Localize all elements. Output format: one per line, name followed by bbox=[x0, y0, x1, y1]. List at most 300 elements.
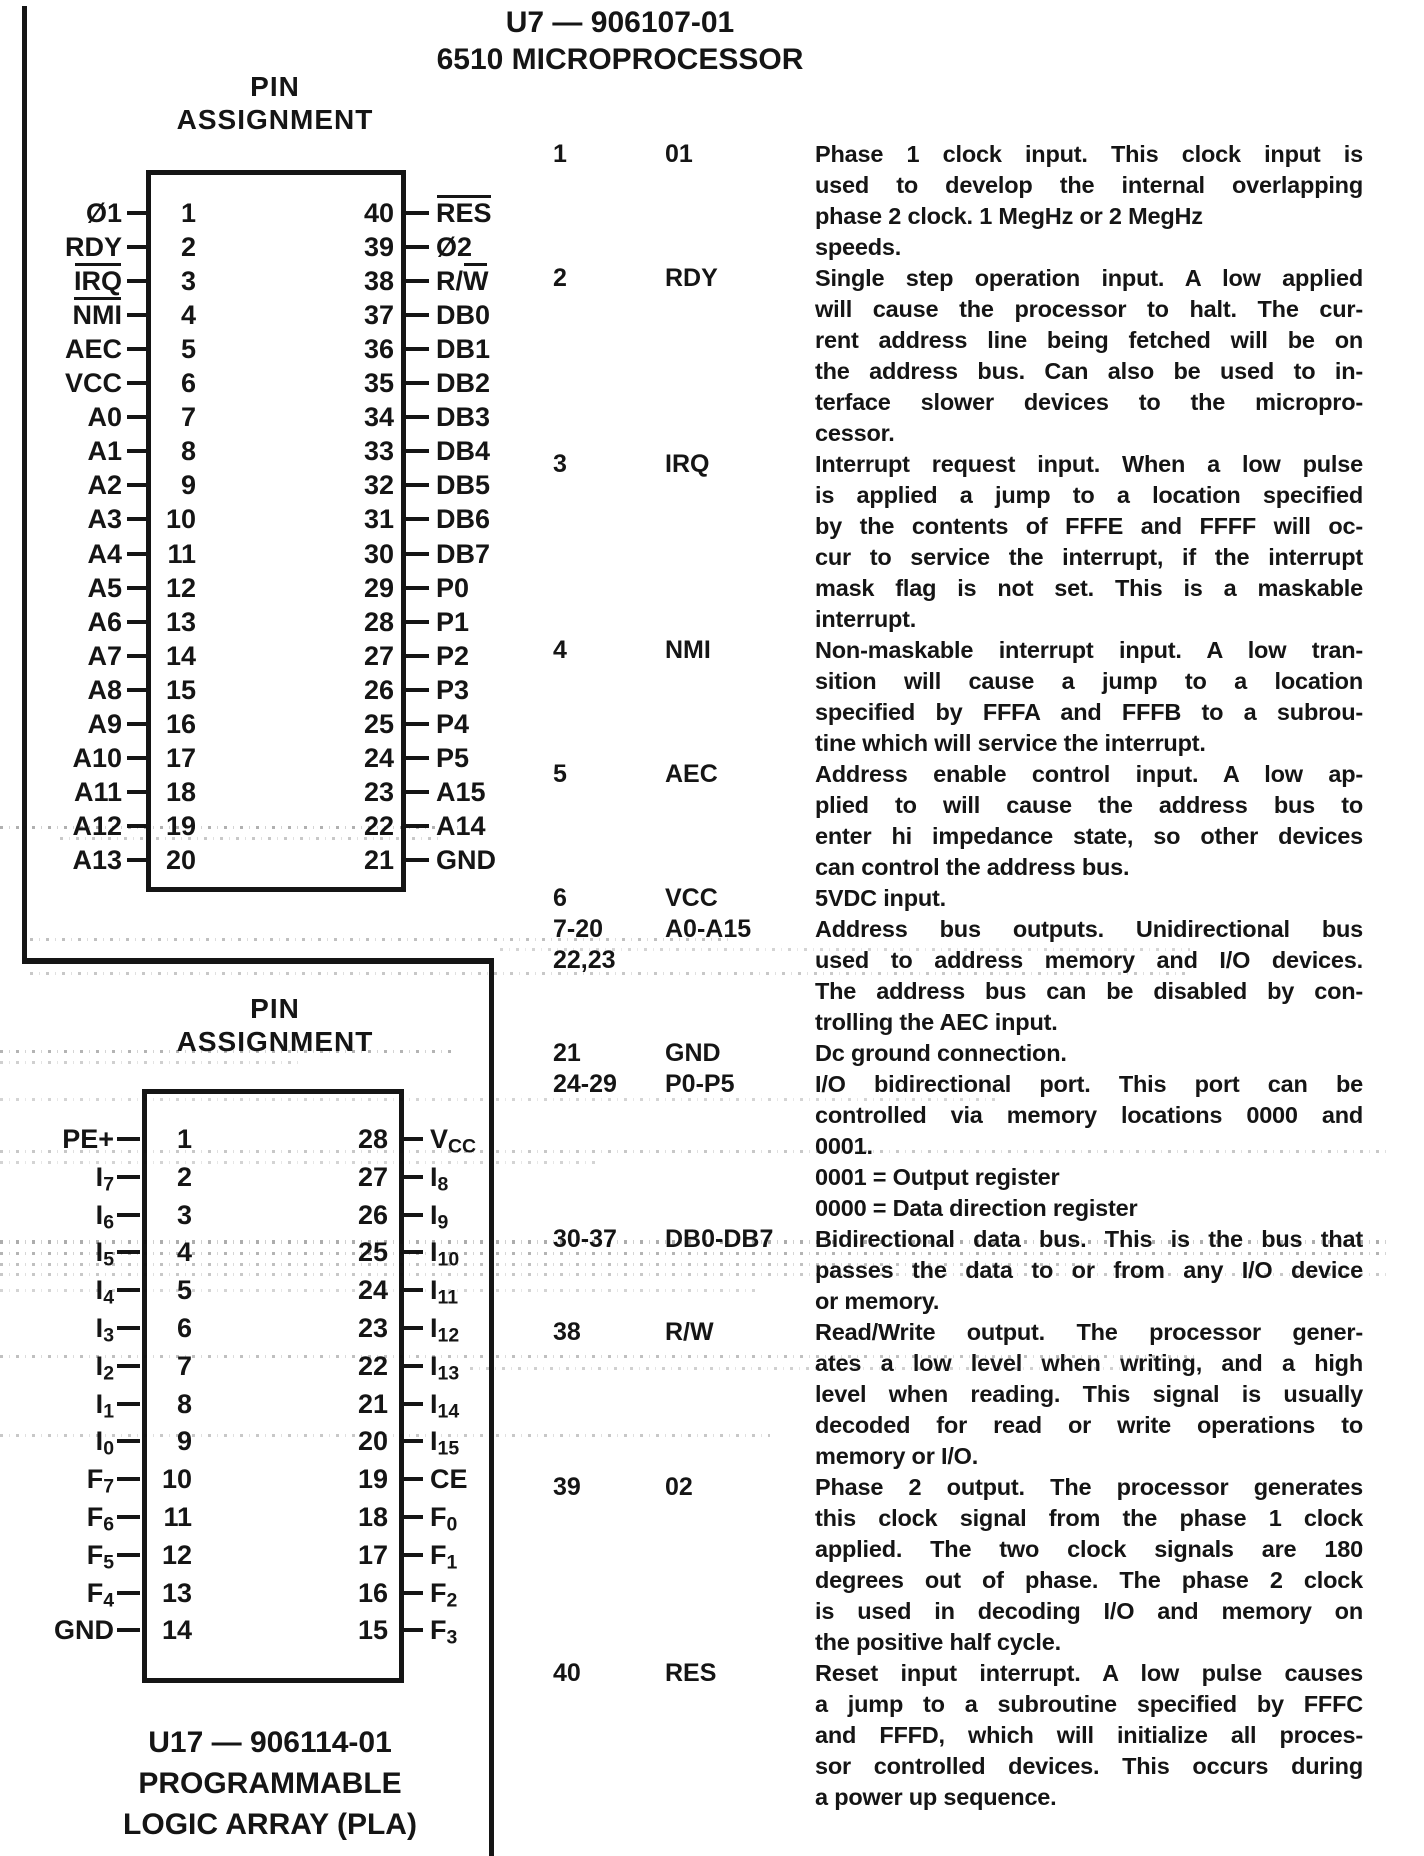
description-line: Address bus outputs. Unidirectional bus bbox=[815, 916, 1363, 942]
description-line: a power up sequence. bbox=[815, 1784, 1057, 1810]
pin-number: 34 bbox=[363, 402, 394, 432]
description-line: level when reading. This signal is usually bbox=[815, 1381, 1363, 1407]
subscript: 6 bbox=[103, 1513, 114, 1536]
pin-label: I9 bbox=[430, 1200, 449, 1234]
pin-number: 18 bbox=[165, 777, 196, 807]
signal-name-cell: DB0-DB7 bbox=[665, 1225, 774, 1253]
pin-stub bbox=[127, 415, 148, 419]
pin-number: 14 bbox=[165, 641, 196, 671]
pin-stub bbox=[117, 1364, 140, 1368]
description-line: 5VDC input. bbox=[815, 885, 946, 911]
pin-label: F4 bbox=[86, 1578, 114, 1612]
pin-label: A8 bbox=[87, 675, 122, 705]
pin-stub bbox=[117, 1326, 140, 1330]
pin-stub bbox=[399, 1137, 423, 1141]
overline-bar: W bbox=[463, 266, 489, 296]
pin-number: 35 bbox=[363, 368, 394, 398]
pin-label: DB2 bbox=[436, 368, 491, 398]
pin-stub bbox=[127, 347, 148, 351]
signal-name-cell: NMI bbox=[665, 636, 711, 664]
pin-label: A10 bbox=[72, 743, 122, 773]
description-line: sor controlled devices. This occurs during bbox=[815, 1753, 1363, 1779]
description-line: mask flag is not set. This is a maskable bbox=[815, 575, 1363, 601]
pin-number: 8 bbox=[176, 1389, 192, 1419]
signal-name-cell: 02 bbox=[665, 1473, 693, 1501]
pin-number: 10 bbox=[165, 504, 196, 534]
pla-caption bbox=[90, 1722, 450, 1845]
pla-caption-line2: PROGRAMMABLE bbox=[138, 1767, 402, 1800]
subscript: 11 bbox=[437, 1286, 459, 1309]
pin-number: 3 bbox=[180, 266, 196, 296]
pin-stub bbox=[401, 313, 429, 317]
pin-number: 5 bbox=[176, 1275, 192, 1305]
pin-stub bbox=[127, 586, 148, 590]
horizontal-divider bbox=[22, 958, 494, 964]
pin-number: 2 bbox=[180, 232, 196, 262]
pin-number: 27 bbox=[357, 1162, 388, 1192]
scan-noise-band bbox=[0, 1289, 760, 1292]
pin-stub bbox=[399, 1553, 423, 1557]
description-line: applied. The two clock signals are 180 bbox=[815, 1536, 1363, 1562]
pin-label: I2 bbox=[95, 1351, 114, 1385]
description-line: cur to service the interrupt, if the interrupt bbox=[815, 544, 1363, 570]
subscript: 2 bbox=[103, 1362, 114, 1385]
description-line: interrupt. bbox=[815, 606, 917, 632]
pin-numbers-cell: 40 bbox=[553, 1659, 581, 1687]
pin-number: 30 bbox=[363, 539, 394, 569]
pin-stub bbox=[401, 790, 429, 794]
pin-label: R/W bbox=[436, 266, 489, 296]
pin-label: A11 bbox=[73, 777, 122, 807]
pin-stub bbox=[127, 552, 148, 556]
pin-number: 13 bbox=[165, 607, 196, 637]
description-line: a jump to a subroutine specified by FFFC bbox=[815, 1691, 1363, 1717]
pin-label: P3 bbox=[436, 675, 470, 705]
pin-label: F2 bbox=[430, 1578, 458, 1612]
description-line: is used in decoding I/O and memory on bbox=[815, 1598, 1363, 1624]
pin-label: Ø1 bbox=[85, 198, 122, 228]
subscript: 9 bbox=[437, 1211, 449, 1234]
pin-numbers-cell: 38 bbox=[553, 1318, 581, 1346]
pin-label bbox=[436, 196, 492, 230]
scan-noise-band bbox=[0, 1355, 1200, 1358]
scan-noise-band bbox=[0, 1098, 1000, 1101]
pin-number: 10 bbox=[161, 1464, 192, 1494]
description-line: decoded for read or write operations to bbox=[815, 1412, 1363, 1438]
pin-label: CE bbox=[430, 1464, 468, 1494]
subscript: 7 bbox=[103, 1173, 114, 1196]
scan-noise-band bbox=[0, 1434, 770, 1437]
pin-label: A0 bbox=[87, 402, 122, 432]
description-line: 0000 = Data direction register bbox=[815, 1195, 1138, 1221]
pin-stub bbox=[401, 415, 429, 419]
pin-number: 16 bbox=[357, 1578, 388, 1608]
pin-stub bbox=[127, 381, 148, 385]
overline-bar: RES bbox=[436, 198, 492, 228]
pin-stub bbox=[401, 722, 429, 726]
pin-number: 8 bbox=[180, 436, 196, 466]
pin-stub bbox=[399, 1326, 423, 1330]
subscript: 1 bbox=[103, 1400, 114, 1423]
pin-stub bbox=[401, 245, 429, 249]
pin-stub bbox=[127, 858, 148, 862]
pin-label: I12 bbox=[430, 1313, 460, 1347]
pin-number: 25 bbox=[363, 709, 394, 739]
pin-number: 1 bbox=[180, 198, 196, 228]
description-line: this clock signal from the phase 1 clock bbox=[815, 1505, 1363, 1531]
scan-noise-band bbox=[0, 1161, 600, 1164]
pin-label: DB1 bbox=[436, 334, 491, 364]
description-line: rent address line being fetched will be on bbox=[815, 327, 1363, 353]
pin-number: 23 bbox=[363, 777, 394, 807]
header-line: PIN bbox=[250, 71, 300, 102]
scan-noise-band bbox=[500, 948, 1190, 951]
pin-number: 6 bbox=[180, 368, 196, 398]
description-line: Dc ground connection. bbox=[815, 1040, 1067, 1066]
pin-stub bbox=[401, 211, 429, 215]
subscript: 4 bbox=[103, 1589, 114, 1612]
pin-stub bbox=[127, 483, 148, 487]
pin-numbers-cell: 39 bbox=[553, 1473, 581, 1501]
pin-label bbox=[8, 264, 122, 298]
pin-number: 32 bbox=[363, 470, 394, 500]
pin-number: 28 bbox=[363, 607, 394, 637]
pin-label: F1 bbox=[430, 1540, 458, 1574]
pin-stub bbox=[401, 483, 429, 487]
description-line: can control the address bus. bbox=[815, 854, 1130, 880]
pin-number: 11 bbox=[167, 539, 196, 569]
description-line: tine which will service the interrupt. bbox=[815, 730, 1206, 756]
pin-number: 26 bbox=[357, 1200, 388, 1230]
pin-number: 12 bbox=[161, 1540, 192, 1570]
scan-noise-band bbox=[0, 1061, 300, 1064]
subscript: 3 bbox=[446, 1626, 458, 1649]
pin-number: 13 bbox=[161, 1578, 192, 1608]
pin-label: I5 bbox=[95, 1237, 114, 1271]
pin-stub bbox=[117, 1628, 140, 1632]
pin-stub bbox=[399, 1515, 423, 1519]
description-line: 0001. bbox=[815, 1133, 873, 1159]
pin-number: 4 bbox=[180, 300, 196, 330]
signal-name-cell: RES bbox=[665, 1659, 717, 1687]
pin-number: 24 bbox=[363, 743, 394, 773]
pin-number: 17 bbox=[357, 1540, 388, 1570]
pin-number: 15 bbox=[357, 1615, 388, 1645]
subscript: 10 bbox=[437, 1248, 460, 1271]
pin-number: 29 bbox=[363, 573, 394, 603]
pin-stub bbox=[399, 1402, 423, 1406]
description-line: phase 2 clock. 1 MegHz or 2 MegHz bbox=[815, 203, 1203, 229]
signal-name-cell: RDY bbox=[665, 264, 718, 292]
pin-stub bbox=[399, 1213, 423, 1217]
description-line: Single step operation input. A low applied bbox=[815, 265, 1363, 291]
description-line: The address bus can be disabled by con- bbox=[815, 978, 1363, 1004]
pin-numbers-cell: 3 bbox=[553, 450, 567, 478]
pin-number: 26 bbox=[363, 675, 394, 705]
pin-label: I6 bbox=[95, 1200, 114, 1234]
subscript: 3 bbox=[103, 1324, 114, 1347]
description-line: is applied a jump to a location specified bbox=[815, 482, 1363, 508]
pin-stub bbox=[401, 586, 429, 590]
pin-stub bbox=[127, 620, 148, 624]
pin-label: A3 bbox=[87, 504, 122, 534]
signal-name-cell: 01 bbox=[665, 140, 693, 168]
pin-label: DB7 bbox=[436, 539, 491, 569]
pin-stub bbox=[127, 790, 148, 794]
signal-name-cell: A0-A15 bbox=[665, 915, 752, 943]
description-line: Non-maskable interrupt input. A low tran- bbox=[815, 637, 1363, 663]
pin-numbers-cell: 30-37 bbox=[553, 1225, 617, 1253]
pin-stub bbox=[401, 381, 429, 385]
pin-label: A13 bbox=[72, 845, 122, 875]
pin-label: A4 bbox=[87, 539, 122, 569]
pin-stub bbox=[117, 1515, 140, 1519]
pin-label: A1 bbox=[87, 436, 122, 466]
subscript: 7 bbox=[103, 1475, 114, 1498]
pin-stub bbox=[401, 688, 429, 692]
description-line: by the contents of FFFE and FFFF will oc- bbox=[815, 513, 1363, 539]
pin-stub bbox=[401, 347, 429, 351]
overline-bar: IRQ bbox=[73, 266, 122, 296]
pin-stub bbox=[401, 620, 429, 624]
pin-label: I15 bbox=[430, 1426, 460, 1460]
description-line: speeds. bbox=[815, 234, 902, 260]
pin-label: DB5 bbox=[436, 470, 491, 500]
pin-label: I4 bbox=[95, 1275, 114, 1309]
description-line: the address bus. Can also be used to in- bbox=[815, 358, 1363, 384]
signal-name-cell: VCC bbox=[665, 884, 718, 912]
pin-label: PE+ bbox=[62, 1124, 114, 1154]
description-line: sition will cause a jump to a location bbox=[815, 668, 1363, 694]
pin-number: 7 bbox=[176, 1351, 192, 1381]
pin-stub bbox=[127, 211, 148, 215]
pin-number: 14 bbox=[161, 1615, 192, 1645]
header-line: ASSIGNMENT bbox=[176, 1026, 374, 1057]
pin-number: 5 bbox=[180, 334, 196, 364]
pin-label: A15 bbox=[436, 777, 486, 807]
pla-caption-line1: U17 — 906114-01 bbox=[148, 1726, 392, 1759]
pin-label: F0 bbox=[430, 1502, 458, 1536]
pin-number: 15 bbox=[165, 675, 196, 705]
subscript: 0 bbox=[446, 1513, 458, 1536]
pin-label: P5 bbox=[436, 743, 470, 773]
pin-number: 20 bbox=[357, 1426, 388, 1456]
pin-number: 39 bbox=[363, 232, 394, 262]
pin-stub bbox=[399, 1628, 423, 1632]
pin-number: 18 bbox=[357, 1502, 388, 1532]
pin-stub bbox=[399, 1591, 423, 1595]
pin-number: 21 bbox=[357, 1389, 388, 1419]
description-line: I/O bidirectional port. This port can be bbox=[815, 1071, 1363, 1097]
pin-number: 23 bbox=[357, 1313, 388, 1343]
pin-number: 9 bbox=[180, 470, 196, 500]
scan-noise-band bbox=[0, 1240, 1390, 1244]
pin-label: DB3 bbox=[436, 402, 491, 432]
pin-label: F6 bbox=[86, 1502, 114, 1536]
description-line: 0001 = Output register bbox=[815, 1164, 1060, 1190]
subscript: 15 bbox=[437, 1437, 460, 1460]
scan-noise-band bbox=[0, 1150, 1390, 1153]
pin-stub bbox=[127, 722, 148, 726]
scan-noise-band bbox=[0, 826, 460, 829]
pin-assignment-header-pla bbox=[120, 992, 430, 1058]
subscript: CC bbox=[448, 1135, 477, 1158]
pin-label: A2 bbox=[87, 470, 122, 500]
description-line: terface slower devices to the micropro- bbox=[815, 389, 1363, 415]
pin-numbers-cell: 5 bbox=[553, 760, 567, 788]
description-line: controlled via memory locations 0000 and bbox=[815, 1102, 1363, 1128]
pin-numbers-cell: 7-20 bbox=[553, 915, 604, 943]
pin-number: 21 bbox=[363, 845, 394, 875]
pin-label: I10 bbox=[430, 1237, 460, 1271]
pin-label: DB6 bbox=[436, 504, 491, 534]
pin-number: 37 bbox=[363, 300, 394, 330]
pin-numbers-cell: 1 bbox=[553, 140, 567, 168]
pin-stub bbox=[117, 1591, 140, 1595]
pin-label: VCC bbox=[64, 368, 122, 398]
scan-noise-band bbox=[30, 972, 1190, 975]
pin-label: I8 bbox=[430, 1162, 449, 1196]
pin-numbers-cell: 22,23 bbox=[553, 946, 616, 974]
pin-label: F3 bbox=[430, 1615, 458, 1649]
pin-number: 7 bbox=[180, 402, 196, 432]
pin-number: 1 bbox=[176, 1124, 192, 1154]
subscript: 12 bbox=[437, 1324, 460, 1347]
pin-label: P4 bbox=[436, 709, 470, 739]
pin-label: AEC bbox=[64, 334, 122, 364]
pin-number: 40 bbox=[363, 198, 394, 228]
subscript: 5 bbox=[103, 1248, 114, 1271]
pin-label: A14 bbox=[436, 811, 486, 841]
pin-stub bbox=[401, 552, 429, 556]
pin-numbers-cell: 21 bbox=[553, 1039, 581, 1067]
description-line: used to address memory and I/O devices. bbox=[815, 947, 1363, 973]
pin-label: P2 bbox=[436, 641, 470, 671]
pin-number: 20 bbox=[165, 845, 196, 875]
subscript: 2 bbox=[446, 1589, 458, 1612]
description-line: specified by FFFA and FFFB to a subrou- bbox=[815, 699, 1363, 725]
pin-number: 31 bbox=[363, 504, 394, 534]
pin-stub bbox=[117, 1553, 140, 1557]
page-title-line1: U7 — 906107-01 bbox=[505, 6, 735, 39]
description-line: or memory. bbox=[815, 1288, 940, 1314]
pin-numbers-cell: 24-29 bbox=[553, 1070, 617, 1098]
pin-number: 4 bbox=[176, 1237, 192, 1267]
pin-stub bbox=[117, 1175, 140, 1179]
pin-number: 16 bbox=[165, 709, 196, 739]
description-line: trolling the AEC input. bbox=[815, 1009, 1058, 1035]
scan-noise-band bbox=[30, 938, 730, 941]
scan-noise-band bbox=[0, 1050, 455, 1053]
pin-stub bbox=[127, 279, 148, 283]
pin-number: 22 bbox=[363, 811, 394, 841]
subscript: 0 bbox=[103, 1437, 114, 1460]
pin-numbers-cell: 6 bbox=[553, 884, 567, 912]
pin-stub bbox=[127, 449, 148, 453]
description-line: Read/Write output. The processor gener- bbox=[815, 1319, 1363, 1345]
pin-label: VCC bbox=[430, 1124, 477, 1158]
pin-stub bbox=[399, 1477, 423, 1481]
pin-number: 36 bbox=[363, 334, 394, 364]
pin-stub bbox=[401, 858, 429, 862]
pin-label: I11 bbox=[430, 1275, 459, 1309]
pin-number: 19 bbox=[165, 811, 196, 841]
pin-stub bbox=[401, 279, 429, 283]
description-line: Interrupt request input. When a low pulse bbox=[815, 451, 1363, 477]
pin-number: 17 bbox=[165, 743, 196, 773]
pin-number: 12 bbox=[165, 573, 196, 603]
pin-number: 38 bbox=[363, 266, 394, 296]
description-line: Reset input interrupt. A low pulse causes bbox=[815, 1660, 1363, 1686]
description-line: enter hi impedance state, so other devices bbox=[815, 823, 1363, 849]
scan-noise-band bbox=[0, 1252, 1390, 1255]
header-line: PIN bbox=[250, 993, 300, 1024]
scan-noise-band bbox=[0, 1273, 1390, 1276]
pin-label: I7 bbox=[95, 1162, 114, 1196]
pin-numbers-cell: 4 bbox=[553, 636, 567, 664]
pin-number: 6 bbox=[176, 1313, 192, 1343]
pin-number: 11 bbox=[163, 1502, 192, 1532]
subscript: 8 bbox=[437, 1173, 449, 1196]
pin-number: 2 bbox=[176, 1162, 192, 1192]
signal-name-cell: IRQ bbox=[665, 450, 710, 478]
pin-label: I0 bbox=[95, 1426, 114, 1460]
pin-label: I3 bbox=[95, 1313, 114, 1347]
pin-label: A12 bbox=[72, 811, 122, 841]
subscript: 1 bbox=[446, 1551, 458, 1574]
pin-label: I13 bbox=[430, 1351, 460, 1385]
pin-number: 33 bbox=[363, 436, 394, 466]
pin-stub bbox=[399, 1175, 423, 1179]
pin-label: DB4 bbox=[436, 436, 491, 466]
description-line: plied to will cause the address bus to bbox=[815, 792, 1363, 818]
description-line: cessor. bbox=[815, 420, 895, 446]
pin-number: 28 bbox=[357, 1124, 388, 1154]
signal-name-cell: P0-P5 bbox=[665, 1070, 735, 1098]
pin-stub bbox=[117, 1213, 140, 1217]
pin-stub bbox=[399, 1439, 423, 1443]
pin-label: F5 bbox=[86, 1540, 114, 1574]
signal-name-cell: R/W bbox=[665, 1318, 714, 1346]
pin-stub bbox=[401, 756, 429, 760]
description-line: memory or I/O. bbox=[815, 1443, 979, 1469]
pin-stub bbox=[401, 517, 429, 521]
pin-label: A9 bbox=[87, 709, 122, 739]
pin-label: Ø2 bbox=[436, 232, 473, 262]
pin-stub bbox=[127, 756, 148, 760]
pin-label bbox=[8, 298, 122, 332]
description-line: the positive half cycle. bbox=[815, 1629, 1061, 1655]
scan-noise-band bbox=[0, 1263, 1100, 1266]
description-line: ates a low level when writing, and a high bbox=[815, 1350, 1363, 1376]
pin-label: A7 bbox=[87, 641, 122, 671]
header-line: ASSIGNMENT bbox=[176, 104, 374, 135]
overline-bar: NMI bbox=[72, 300, 122, 330]
description-line: degrees out of phase. The phase 2 clock bbox=[815, 1567, 1363, 1593]
pin-stub bbox=[127, 245, 148, 249]
description-line: Bidirectional data bus. This is the bus that bbox=[815, 1226, 1363, 1252]
pin-stub bbox=[117, 1477, 140, 1481]
pin-stub bbox=[127, 688, 148, 692]
subscript: 4 bbox=[103, 1286, 114, 1309]
signal-name-cell: GND bbox=[665, 1039, 721, 1067]
scan-noise-band bbox=[60, 837, 440, 840]
pin-number: 19 bbox=[357, 1464, 388, 1494]
subscript: 13 bbox=[437, 1362, 460, 1385]
pin-assignment-header-6510 bbox=[120, 70, 430, 136]
column-divider bbox=[489, 958, 494, 1856]
subscript: 14 bbox=[437, 1400, 460, 1423]
